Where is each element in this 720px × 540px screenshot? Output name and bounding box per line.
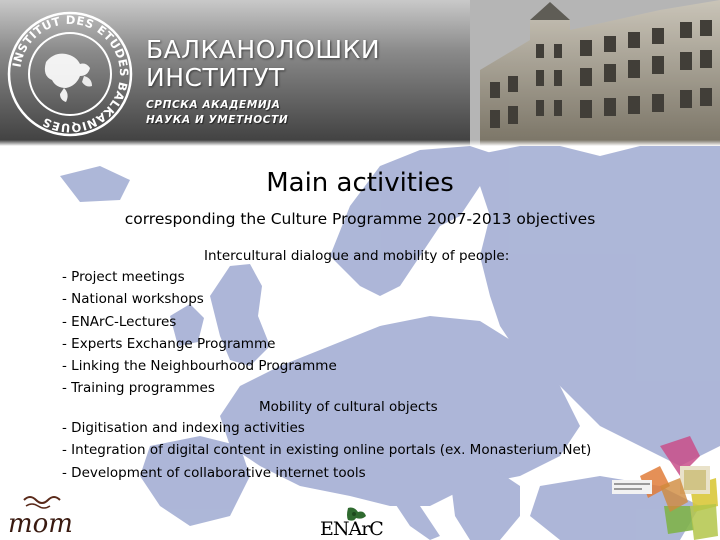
mom-logo-text: mom [8,509,73,538]
page-title: Main activities [266,168,454,198]
activity-list-mobility-people [62,266,337,400]
list-item: - Integration of digital content in existing online portals (ex. Monasterium.Net) [62,439,591,461]
partner-logos-graphic [610,456,720,540]
list-item: - Digitisation and indexing activities [62,417,591,439]
list-item: - Project meetings [62,266,337,288]
header-banner [0,0,720,146]
list-item: - Linking the Neighbourhood Programme [62,355,337,377]
list-item: - Training programmes [62,377,337,399]
mom-logo [4,494,76,538]
seal-text: INSTITUT DES ETUDES BALKANIQUES [9,12,132,136]
institute-seal-logo [6,10,134,138]
academy-name [146,98,288,128]
section-heading-mobility-people: Intercultural dialogue and mobility of people: [204,248,510,264]
academy-name-line-1: СРПСКА АКАДЕМИЈА [146,99,281,111]
building-photo [470,0,720,146]
institute-name [146,36,380,92]
page-subtitle: corresponding the Culture Programme 2007-2013 objectives [124,210,596,228]
enarc-logo: ENArC [320,518,383,540]
list-item: - Experts Exchange Programme [62,333,337,355]
institute-name-line-1: БАЛКАНОЛОШКИ [146,35,381,64]
academy-name-line-2: НАУКА И УМЕТНОСТИ [146,114,289,126]
activity-list-mobility-objects [62,417,591,484]
section-heading-mobility-objects: Mobility of cultural objects [259,399,438,415]
list-item: - ENArC-Lectures [62,311,337,333]
institute-name-line-2: ИНСТИТУТ [146,63,285,92]
list-item: - National workshops [62,288,337,310]
list-item: - Development of collaborative internet tools [62,462,591,484]
